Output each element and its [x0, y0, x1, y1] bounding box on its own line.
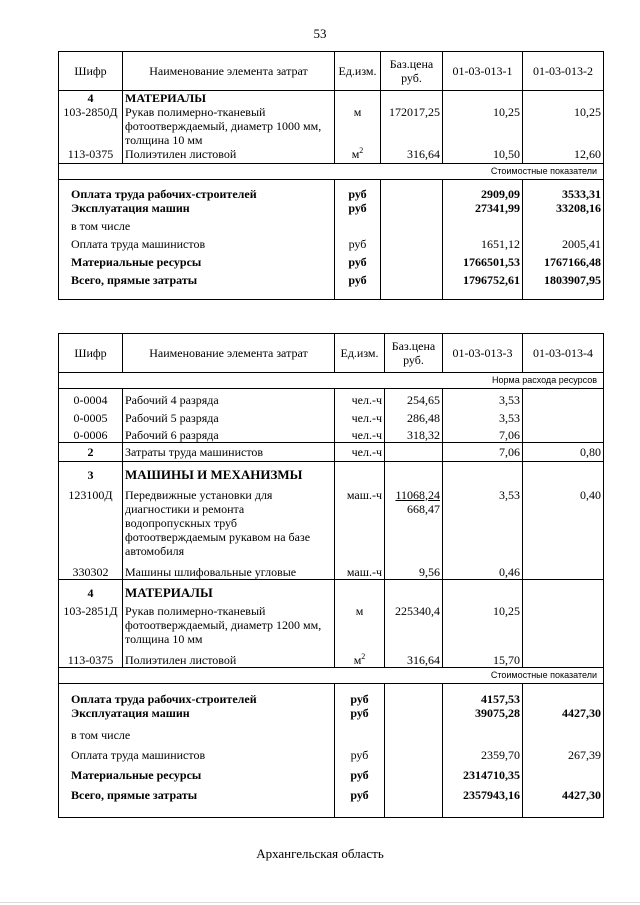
summary-label: Оплата труда машинистов — [59, 237, 335, 255]
row-unit: чел.-ч — [335, 425, 385, 443]
summary-unit: руб — [335, 179, 381, 201]
row-code: 330302 — [59, 562, 123, 580]
table-row — [59, 389, 604, 407]
summary-value-2: 33208,16 — [523, 201, 604, 219]
col-header-price: Баз.цена руб. — [381, 52, 443, 91]
summary-row — [59, 748, 604, 768]
summary-unit: руб — [335, 768, 385, 788]
summary-row — [59, 179, 604, 201]
row-name: Рукав полимерно-тканевый фотоотверждаемый, диаметр 1000 мм, толщина 10 мм — [123, 105, 335, 147]
row-value-1: 10,25 — [443, 600, 523, 650]
row-code: 0-0004 — [59, 389, 123, 407]
note-row — [59, 373, 604, 389]
row-price: 286,48 — [385, 407, 443, 425]
table-header-row — [59, 52, 604, 91]
col-header-code: Шифр — [59, 334, 123, 373]
row-code: 0-0006 — [59, 425, 123, 443]
row-name: Рабочий 5 разряда — [123, 407, 335, 425]
row-name: Рабочий 4 разряда — [123, 389, 335, 407]
table-header-row — [59, 334, 604, 373]
summary-row — [59, 706, 604, 728]
col-header-name: Наименование элемента затрат — [123, 52, 335, 91]
row-value-1: 15,70 — [443, 650, 523, 668]
table-row — [59, 482, 604, 562]
summary-label: Эксплуатация машин — [59, 201, 335, 219]
summary-row — [59, 768, 604, 788]
summary-label: Всего, прямые затраты — [59, 788, 335, 818]
row-value-2: 0,40 — [523, 482, 604, 562]
scan-edge-divider — [0, 902, 640, 903]
row-value-1: 3,53 — [443, 482, 523, 562]
row-unit: м — [335, 105, 381, 147]
row-code: 113-0375 — [59, 650, 123, 668]
col-header-unit: Ед.изм. — [335, 52, 381, 91]
summary-row — [59, 273, 604, 299]
row-unit: чел.-ч — [335, 443, 385, 462]
row-unit: $м^2$ — [335, 147, 381, 163]
summary-value-2 — [523, 684, 604, 706]
row-value-1: 7,06 — [443, 443, 523, 462]
summary-row — [59, 728, 604, 748]
summary-value-2: 2005,41 — [523, 237, 604, 255]
row-name: Затраты труда машинистов — [123, 443, 335, 462]
row-value-1: 0,46 — [443, 562, 523, 580]
table-row — [59, 105, 604, 147]
note-row — [59, 163, 604, 179]
cost-table-1 — [58, 51, 604, 300]
summary-label: в том числе — [59, 219, 335, 237]
col-header-rate-2: 01-03-013-2 — [523, 52, 604, 91]
col-header-unit: Ед.изм. — [335, 334, 385, 373]
summary-value-1: 27341,99 — [443, 201, 523, 219]
summary-value-1: 1796752,61 — [443, 273, 523, 299]
cost-indicators-note: Стоимостные показатели — [59, 668, 604, 684]
table-row — [59, 650, 604, 668]
table-row — [59, 425, 604, 443]
summary-unit: руб — [335, 255, 381, 273]
row-unit: чел.-ч — [335, 389, 385, 407]
row-price: 11068,24 668,47 — [385, 482, 443, 562]
summary-row — [59, 255, 604, 273]
region-footer: Архангельская область — [256, 846, 384, 861]
row-code: 113-0375 — [59, 147, 123, 163]
summary-value-2: 1803907,95 — [523, 273, 604, 299]
row-unit: маш.-ч — [335, 562, 385, 580]
page-number: 53 — [313, 26, 327, 41]
row-value-1: 7,06 — [443, 425, 523, 443]
table-row — [59, 562, 604, 580]
row-value-2 — [523, 650, 604, 668]
summary-label: Оплата труда рабочих-строителей — [59, 179, 335, 201]
summary-value-1: 1651,12 — [443, 237, 523, 255]
row-name: Рукав полимерно-тканевый фотоотверждаемый, диаметр 1200 мм, толщина 10 мм — [123, 600, 335, 650]
row-price: 318,32 — [385, 425, 443, 443]
summary-row — [59, 237, 604, 255]
row-price-2: 668,47 — [407, 501, 440, 516]
row-name: Полиэтилен листовой — [123, 147, 335, 163]
summary-value-2: 3533,31 — [523, 179, 604, 201]
row-code: 103-2851Д — [59, 600, 123, 650]
row-value-2 — [523, 407, 604, 425]
summary-label: в том числе — [59, 728, 335, 748]
row-name: Рабочий 6 разряда — [123, 425, 335, 443]
row-code: 0-0005 — [59, 407, 123, 425]
summary-value-1: 39075,28 — [443, 706, 523, 728]
summary-label: Материальные ресурсы — [59, 255, 335, 273]
section-num: 4 — [59, 91, 123, 106]
summary-value-1: 1766501,53 — [443, 255, 523, 273]
col-header-code: Шифр — [59, 52, 123, 91]
row-value-2: 0,80 — [523, 443, 604, 462]
row-value-2 — [523, 425, 604, 443]
summary-label: Материальные ресурсы — [59, 768, 335, 788]
row-value-2 — [523, 562, 604, 580]
section-title: МАТЕРИАЛЫ — [123, 580, 335, 600]
row-price: 316,64 — [385, 650, 443, 668]
summary-value-2: 267,39 — [523, 748, 604, 768]
cost-table-2 — [58, 333, 604, 818]
row-price: 316,64 — [381, 147, 443, 163]
row-unit: маш.-ч — [335, 482, 385, 562]
summary-unit: руб — [335, 748, 385, 768]
section-row — [59, 580, 604, 600]
row-value-1: 3,53 — [443, 389, 523, 407]
row-value-1: 10,25 — [443, 105, 523, 147]
labor-row — [59, 443, 604, 462]
row-unit: чел.-ч — [335, 407, 385, 425]
col-header-price: Баз.цена руб. — [385, 334, 443, 373]
summary-unit: руб — [335, 273, 381, 299]
table-row — [59, 147, 604, 163]
col-header-rate-3: 01-03-013-3 — [443, 334, 523, 373]
row-price: 225340,4 — [385, 600, 443, 650]
row-value-2: 10,25 — [523, 105, 604, 147]
section-num: 4 — [59, 580, 123, 600]
resource-norm-note: Норма расхода ресурсов — [59, 373, 604, 389]
summary-row — [59, 684, 604, 706]
row-code: 123100Д — [59, 482, 123, 562]
summary-label: Оплата труда машинистов — [59, 748, 335, 768]
summary-value-2: 4427,30 — [523, 788, 604, 818]
summary-unit: руб — [335, 684, 385, 706]
row-price: 9,56 — [385, 562, 443, 580]
summary-value-2: 1767166,48 — [523, 255, 604, 273]
section-row — [59, 91, 604, 106]
section-row — [59, 462, 604, 482]
summary-unit: руб — [335, 788, 385, 818]
row-value-1: 3,53 — [443, 407, 523, 425]
summary-row — [59, 219, 604, 237]
section-title: МАТЕРИАЛЫ — [123, 91, 335, 106]
row-value-2 — [523, 600, 604, 650]
row-value-1: 10,50 — [443, 147, 523, 163]
row-price: 172017,25 — [381, 105, 443, 147]
summary-value-2 — [523, 768, 604, 788]
summary-row — [59, 201, 604, 219]
table-row — [59, 407, 604, 425]
col-header-rate-4: 01-03-013-4 — [523, 334, 604, 373]
summary-unit: руб — [335, 201, 381, 219]
summary-label: Эксплуатация машин — [59, 706, 335, 728]
row-unit: м — [335, 600, 385, 650]
summary-value-1: 2357943,16 — [443, 788, 523, 818]
row-price: 254,65 — [385, 389, 443, 407]
row-value-2: 12,60 — [523, 147, 604, 163]
summary-value-1: 4157,53 — [443, 684, 523, 706]
section-num: 3 — [59, 462, 123, 482]
row-name: Передвижные установки для диагностики и ремонта водопропускных труб фотоотверждаемым рукавом на базе автомобиля — [123, 482, 335, 562]
col-header-name: Наименование элемента затрат — [123, 334, 335, 373]
row-code: 103-2850Д — [59, 105, 123, 147]
summary-value-1: 2314710,35 — [443, 768, 523, 788]
summary-unit: руб — [335, 706, 385, 728]
row-unit: $м^2$ — [335, 650, 385, 668]
row-name: Полиэтилен листовой — [123, 650, 335, 668]
table-row — [59, 600, 604, 650]
row-code: 2 — [59, 443, 123, 462]
summary-value-2: 4427,30 — [523, 706, 604, 728]
row-value-2 — [523, 389, 604, 407]
section-title: МАШИНЫ И МЕХАНИЗМЫ — [123, 462, 335, 482]
summary-label: Оплата труда рабочих-строителей — [59, 684, 335, 706]
col-header-rate-1: 01-03-013-1 — [443, 52, 523, 91]
note-row — [59, 668, 604, 684]
summary-label: Всего, прямые затраты — [59, 273, 335, 299]
cost-indicators-note: Стоимостные показатели — [59, 163, 604, 179]
summary-value-1: 2359,70 — [443, 748, 523, 768]
summary-value-1: 2909,09 — [443, 179, 523, 201]
summary-row — [59, 788, 604, 818]
row-name: Машины шлифовальные угловые — [123, 562, 335, 580]
summary-unit: руб — [335, 237, 381, 255]
